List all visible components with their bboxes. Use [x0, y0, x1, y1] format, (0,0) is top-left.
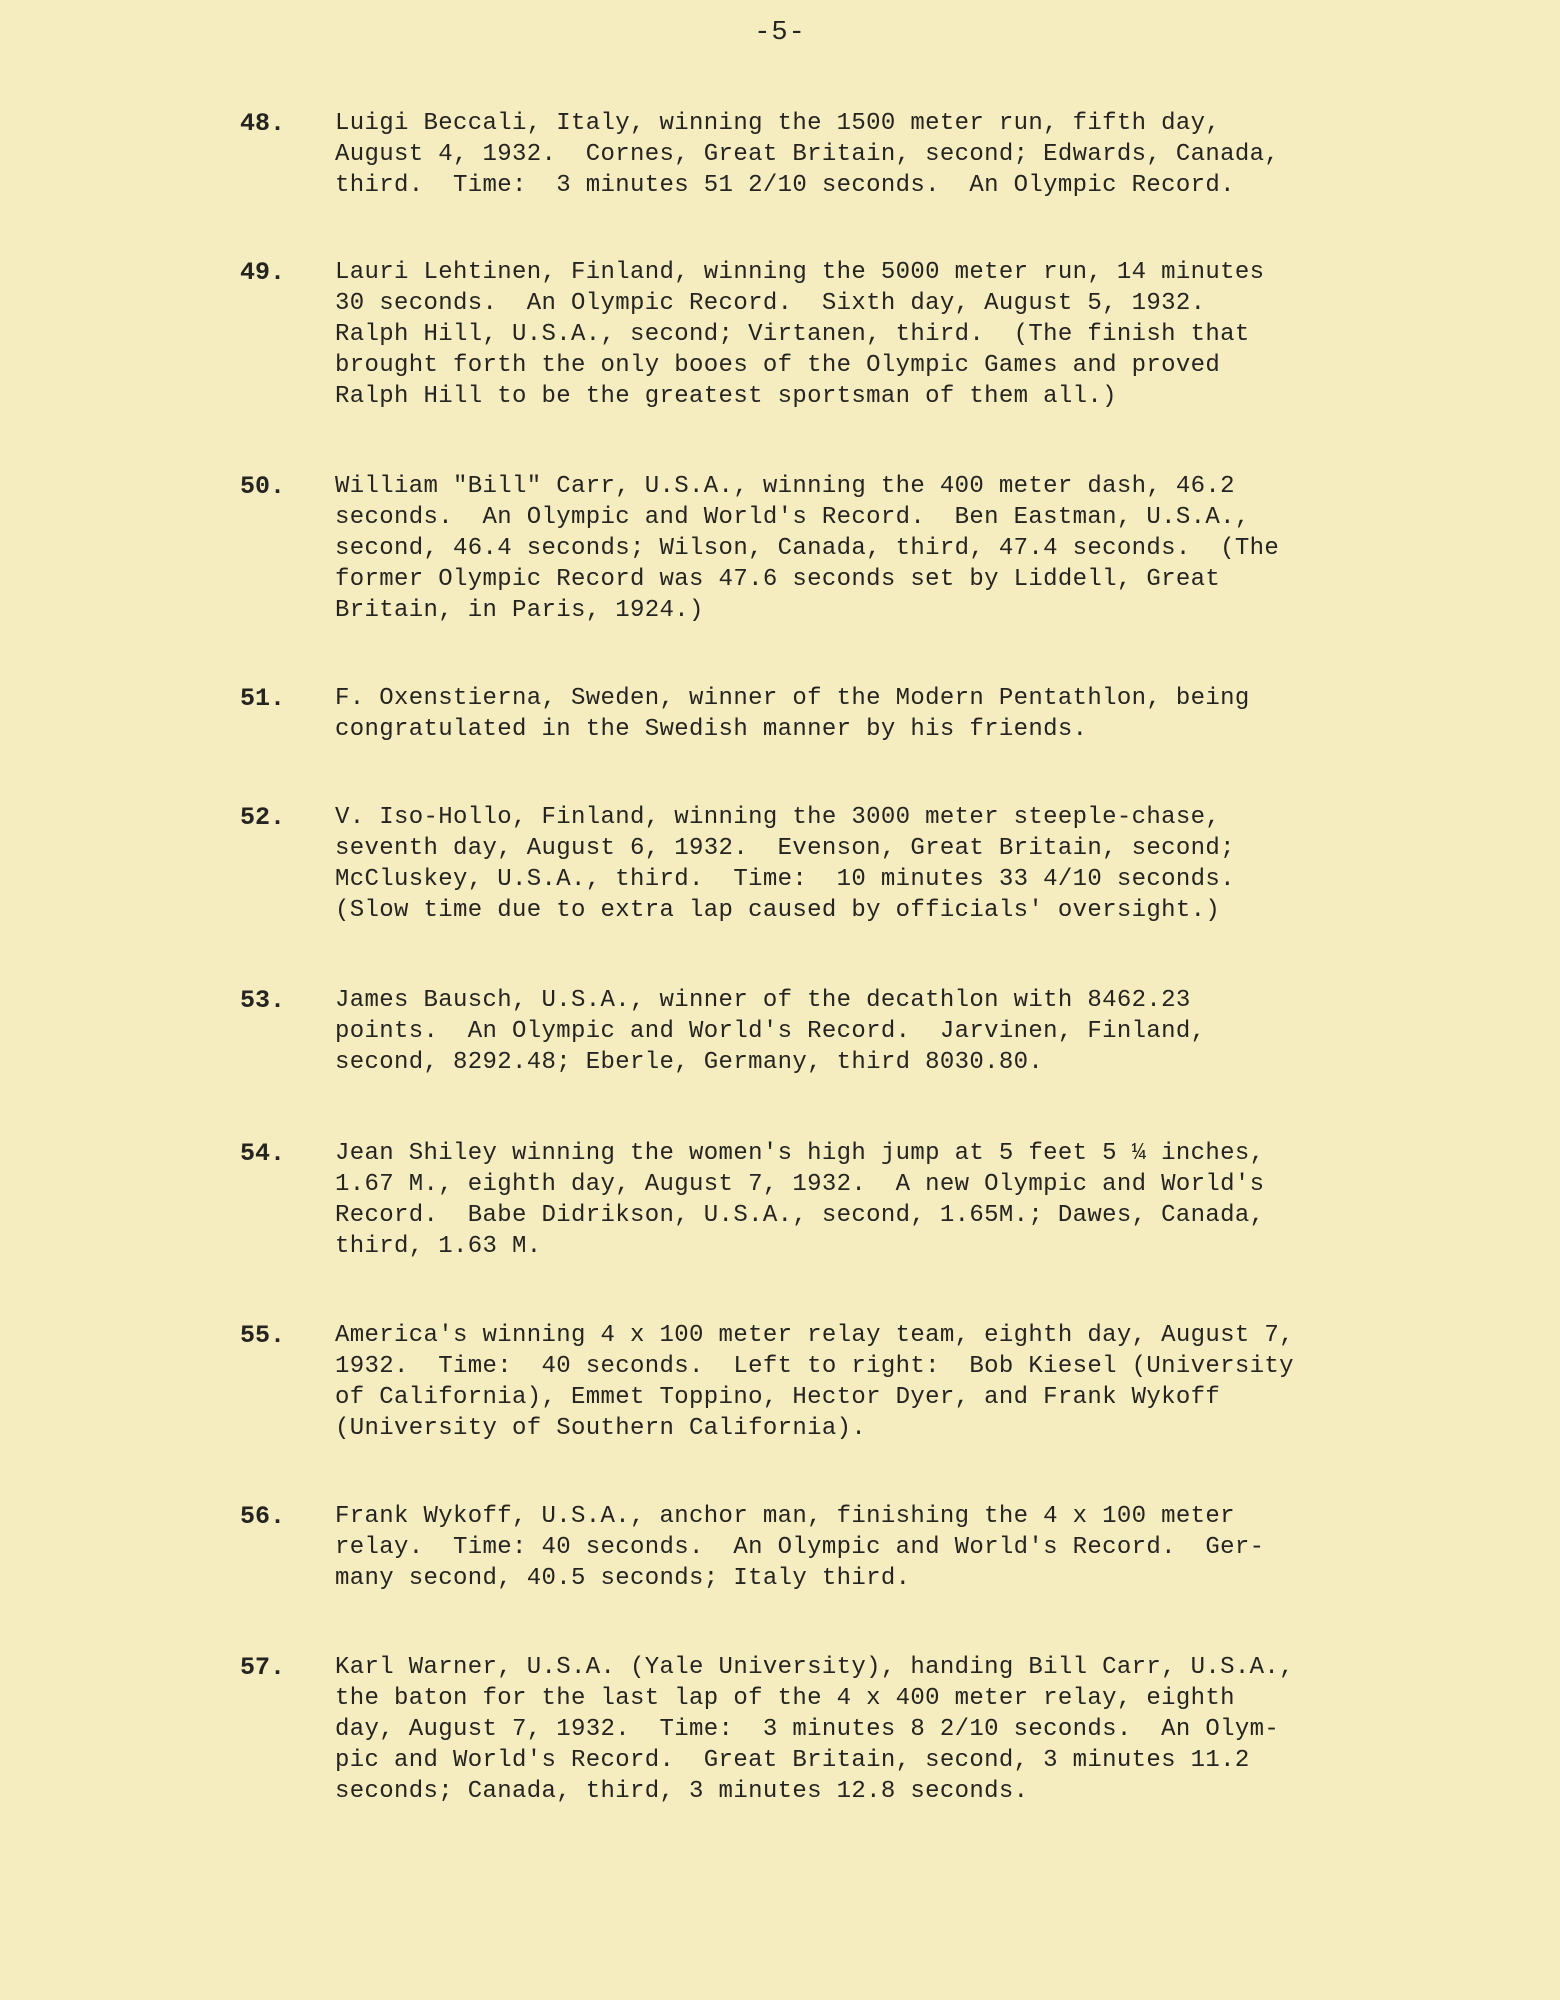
entry-text — [335, 108, 1335, 201]
text-line: third, 1.63 M. — [335, 1233, 542, 1260]
entry-number: 53. — [240, 986, 286, 1015]
entry-text — [335, 1652, 1335, 1807]
text-line: second, 8292.48; Eberle, Germany, third 8030.80. — [335, 1049, 1044, 1076]
entry-number: 56. — [240, 1502, 286, 1531]
text-line: Record. Babe Didrikson, U.S.A., second, 1.65M.; Dawes, Canada, — [335, 1202, 1265, 1229]
text-line: Lauri Lehtinen, Finland, winning the 5000 meter run, 14 minutes — [335, 259, 1265, 286]
entry-text — [335, 471, 1335, 626]
text-line: Ralph Hill to be the greatest sportsman of them all.) — [335, 383, 1117, 410]
text-line: seventh day, August 6, 1932. Evenson, Great Britain, second; — [335, 835, 1235, 862]
text-line: 30 seconds. An Olympic Record. Sixth day, August 5, 1932. — [335, 290, 1206, 317]
text-line: relay. Time: 40 seconds. An Olympic and World's Record. Ger- — [335, 1534, 1265, 1561]
text-line: Ralph Hill, U.S.A., second; Virtanen, third. (The finish that — [335, 321, 1250, 348]
text-line: (Slow time due to extra lap caused by officials' oversight.) — [335, 897, 1221, 924]
text-line: third. Time: 3 minutes 51 2/10 seconds. An Olympic Record. — [335, 172, 1235, 199]
text-line: Jean Shiley winning the women's high jump at 5 feet 5 ¼ inches, — [335, 1140, 1265, 1167]
entry-number: 48. — [240, 109, 286, 138]
text-line: William "Bill" Carr, U.S.A., winning the 400 meter dash, 46.2 — [335, 473, 1235, 500]
text-line: America's winning 4 x 100 meter relay team, eighth day, August 7, — [335, 1322, 1294, 1349]
entry-number: 52. — [240, 803, 286, 832]
text-line: seconds; Canada, third, 3 minutes 12.8 seconds. — [335, 1778, 1029, 1805]
text-line: Luigi Beccali, Italy, winning the 1500 meter run, fifth day, — [335, 110, 1221, 137]
page-number: -5- — [754, 18, 806, 48]
text-line: former Olympic Record was 47.6 seconds set by Liddell, Great — [335, 566, 1221, 593]
entry-text — [335, 985, 1335, 1078]
text-line: Britain, in Paris, 1924.) — [335, 597, 704, 624]
entry-text — [335, 802, 1335, 926]
text-line: of California), Emmet Toppino, Hector Dyer, and Frank Wykoff — [335, 1384, 1221, 1411]
text-line: August 4, 1932. Cornes, Great Britain, second; Edwards, Canada, — [335, 141, 1280, 168]
text-line: congratulated in the Swedish manner by his friends. — [335, 716, 1088, 743]
entry-text — [335, 1320, 1335, 1444]
text-line: McCluskey, U.S.A., third. Time: 10 minutes 33 4/10 seconds. — [335, 866, 1235, 893]
text-line: F. Oxenstierna, Sweden, winner of the Modern Pentathlon, being — [335, 685, 1250, 712]
entry-number: 57. — [240, 1653, 286, 1682]
text-line: the baton for the last lap of the 4 x 400 meter relay, eighth — [335, 1685, 1235, 1712]
text-line: brought forth the only booes of the Olympic Games and proved — [335, 352, 1221, 379]
entry-text — [335, 1501, 1335, 1594]
text-line: 1932. Time: 40 seconds. Left to right: Bob Kiesel (University — [335, 1353, 1294, 1380]
entry-text — [335, 257, 1335, 412]
text-line: many second, 40.5 seconds; Italy third. — [335, 1565, 911, 1592]
text-line: 1.67 M., eighth day, August 7, 1932. A new Olympic and World's — [335, 1171, 1265, 1198]
entry-number: 50. — [240, 472, 286, 501]
text-line: second, 46.4 seconds; Wilson, Canada, third, 47.4 seconds. (The — [335, 535, 1280, 562]
text-line: seconds. An Olympic and World's Record. Ben Eastman, U.S.A., — [335, 504, 1250, 531]
text-line: (University of Southern California). — [335, 1415, 867, 1442]
entry-number: 54. — [240, 1139, 286, 1168]
entry-text — [335, 683, 1335, 745]
text-line: points. An Olympic and World's Record. Jarvinen, Finland, — [335, 1018, 1206, 1045]
text-line: Karl Warner, U.S.A. (Yale University), handing Bill Carr, U.S.A., — [335, 1654, 1294, 1681]
text-line: James Bausch, U.S.A., winner of the decathlon with 8462.23 — [335, 987, 1191, 1014]
entry-text — [335, 1138, 1335, 1262]
text-line: Frank Wykoff, U.S.A., anchor man, finishing the 4 x 100 meter — [335, 1503, 1235, 1530]
entry-number: 55. — [240, 1321, 286, 1350]
entry-number: 51. — [240, 684, 286, 713]
text-line: pic and World's Record. Great Britain, second, 3 minutes 11.2 — [335, 1747, 1250, 1774]
entry-number: 49. — [240, 258, 286, 287]
text-line: day, August 7, 1932. Time: 3 minutes 8 2/10 seconds. An Olym- — [335, 1716, 1280, 1743]
text-line: V. Iso-Hollo, Finland, winning the 3000 meter steeple-chase, — [335, 804, 1221, 831]
